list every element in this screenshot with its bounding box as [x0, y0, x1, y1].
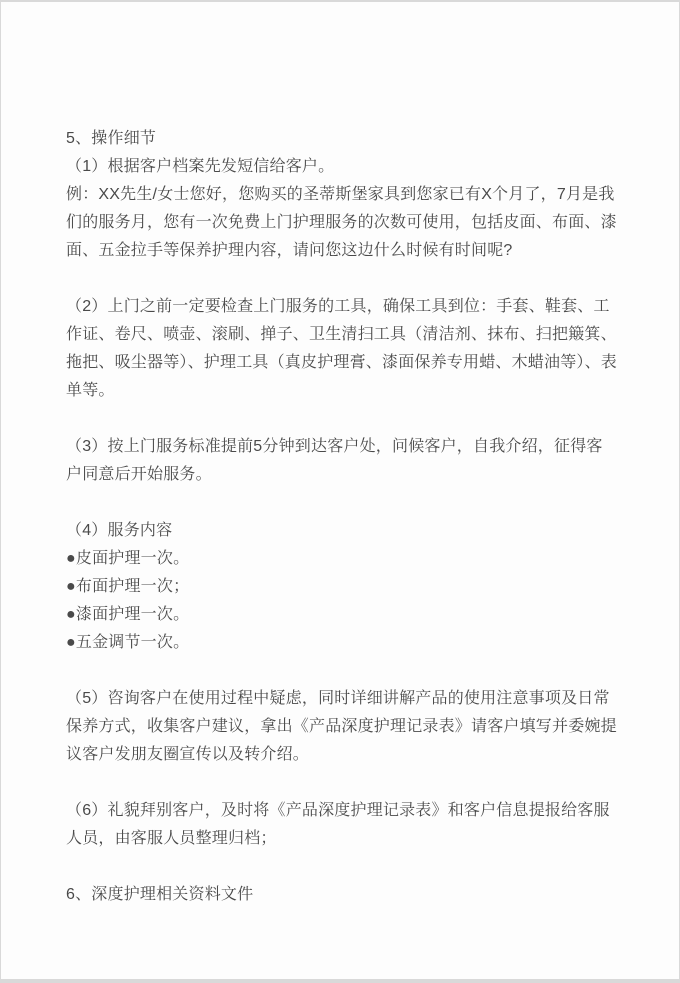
service-bullet-hardware: ●五金调节一次。 [66, 634, 190, 651]
document-content [1, 2, 679, 909]
service-bullet-leather: ●皮面护理一次。 [66, 550, 190, 567]
service-bullet-paint: ●漆面护理一次。 [66, 606, 190, 623]
service-bullet-fabric: ●布面护理一次； [66, 578, 190, 595]
item-4-block [66, 517, 617, 657]
section-5-block [66, 125, 617, 265]
item-1-text: （1）根据客户档案先发短信给客户。 [66, 158, 335, 175]
section-6-heading: 6、深度护理相关资料文件 [66, 886, 254, 903]
item-1-example-text: 例：XX先生/女士您好，您购买的圣蒂斯堡家具到您家已有X个月了，7月是我们的服务月，您有一次免费上门护理服务的次数可使用，包括皮面、布面、漆面、五金拉手等保养护理内容，请问您这边什么时候有时间呢? [66, 186, 617, 259]
section-5-heading: 5、操作细节 [66, 130, 157, 147]
item-3-paragraph: （3）按上门服务标准提前5分钟到达客户处，问候客户，自我介绍，征得客户同意后开始服务。 [66, 438, 603, 483]
item-2-paragraph: （2）上门之前一定要检查上门服务的工具，确保工具到位：手套、鞋套、工作证、卷尺、喷壶、滚刷、掸子、卫生清扫工具（清洁剂、抹布、扫把簸箕、拖把、吸尘器等）、护理工具（真皮护理膏、漆面保养专用蜡、木蜡油等）、表单等。 [66, 298, 618, 399]
item-5-paragraph: （5）咨询客户在使用过程中疑虑，同时详细讲解产品的使用注意事项及日常保养方式，收集客户建议，拿出《产品深度护理记录表》请客户填写并委婉提议客户发朋友圈宣传以及转介绍。 [66, 690, 617, 763]
item-4-label: （4）服务内容 [66, 522, 173, 539]
item-6-paragraph: （6）礼貌拜别客户，及时将《产品深度护理记录表》和客户信息提报给客服人员，由客服人员整理归档； [66, 802, 610, 847]
document-page [1, 2, 679, 979]
